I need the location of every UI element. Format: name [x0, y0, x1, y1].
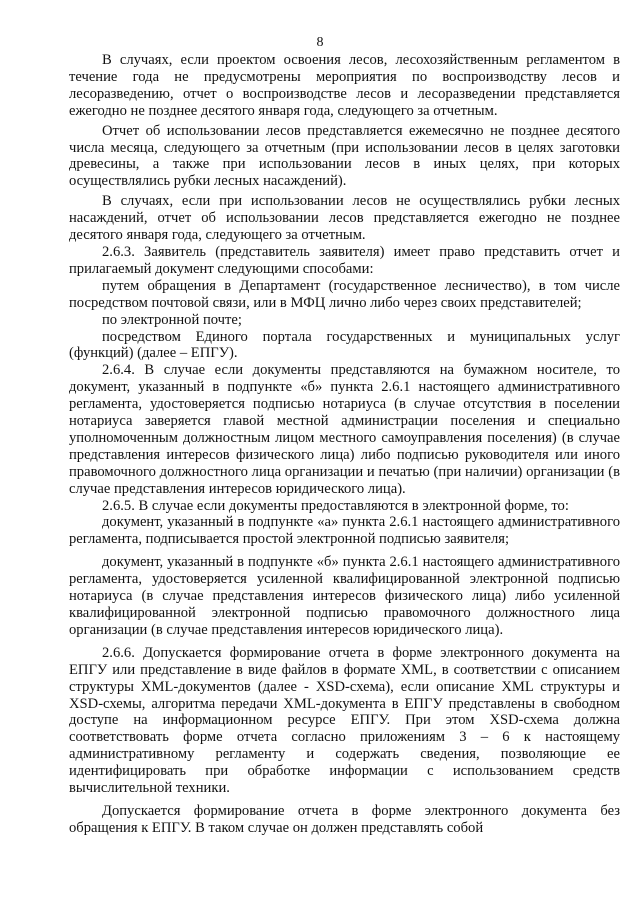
paragraph-2-6-3: 2.6.3. Заявитель (представитель заявителя) имеет право представить отчет и прилагаемый документ следующими способами:	[69, 243, 620, 277]
paragraph-method-epgu: посредством Единого портала государственных и муниципальных услуг (функций) (далее – ЕПГУ).	[69, 328, 620, 362]
document-body	[69, 52, 620, 837]
paragraph-without-epgu: Допускается формирование отчета в форме электронного документа без обращения к ЕПГУ. В таком случае он должен представлять собой	[69, 802, 620, 836]
paragraph-2-6-5: 2.6.5. В случае если документы предоставляются в электронной форме, то:	[102, 497, 569, 514]
paragraph-forest-reproduction-report: В случаях, если проектом освоения лесов, лесохозяйственным регламентом в течение года не предусмотрены мероприятия по воспроизводству лесов и лесоразведению, отчет о воспроизводстве лесов и лесоразведении представляется ежегодно не позднее десятого января года, следующего за отчетным.	[69, 52, 620, 119]
paragraph-forest-use-report-monthly: Отчет об использовании лесов представляется ежемесячно не позднее десятого числа месяца, следующего за отчетным (при использовании лесов в целях заготовки древесины, а также при использовании лесов в иных целях, при которых осуществлялись рубки лесных насаждений).	[69, 122, 620, 190]
paragraph-2-6-4: 2.6.4. В случае если документы представляются на бумажном носителе, то документ, указанный в подпункте «б» пункта 2.6.1 настоящего административного регламента, удостоверяется подписью нотариуса (в случае отсутствия в поселении нотариуса заверяется главой местной администрации поселения и специально уполномоченным должностным лицом местного самоуправления поселения) (в случае представления интересов физического лица) либо подписью руководителя или иного правомочного должностного лица организации и печатью (при наличии) организации (в случае представления интересов юридического лица).	[69, 362, 620, 497]
paragraph-document-a: документ, указанный в подпункте «а» пункта 2.6.1 настоящего административного регламента, подписывается простой электронной подписью заявителя;	[69, 514, 620, 548]
paragraph-method-email: по электронной почте;	[102, 311, 242, 328]
paragraph-method-department: путем обращения в Департамент (государственное лесничество), в том числе посредством почтовой связи, или в МФЦ лично либо через своих представителей;	[69, 277, 620, 311]
paragraph-document-b: документ, указанный в подпункте «б» пункта 2.6.1 настоящего административного регламента, удостоверяется усиленной квалифицированной электронной подписью нотариуса (в случае представления интересов физического лица) либо усиленной квалифицированной электронной подписью правомочного должностного лица организации (в случае представления интересов юридического лица).	[69, 554, 620, 638]
page-number: 8	[316, 35, 324, 50]
paragraph-2-6-6: 2.6.6. Допускается формирование отчета в форме электронного документа на ЕПГУ или представление в виде файлов в формате XML, в соответствии с описанием структуры XML-документов (далее - XSD-схема), если описание XML структуры и XSD-схемы, алгоритма передачи XML-документа в ЕПГУ представлены в свободном доступе на информационном ресурсе ЕПГУ. При этом XSD-схема должна соответствовать форме отчета согласно приложениям 3 – 6 к настоящему административному регламенту и содержать сведения, позволяющие ее идентифицировать при обработке информации с использованием средств вычислительной техники.	[69, 644, 620, 797]
paragraph-forest-use-report-yearly: В случаях, если при использовании лесов не осуществлялись рубки лесных насаждений, отчет об использовании лесов представляется ежегодно не позднее десятого января года, следующего за отчетным.	[69, 193, 620, 244]
